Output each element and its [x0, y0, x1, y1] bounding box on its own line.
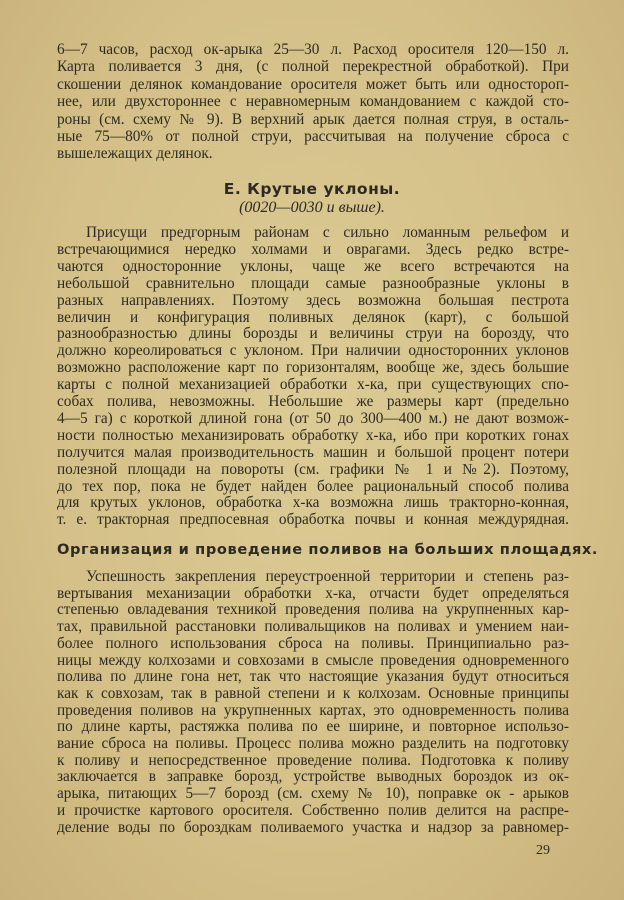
text-line: Присущи предгорным районам с сильно ломанным рельефом и [86, 224, 569, 241]
text-line: вышележащих делянок. [57, 145, 213, 163]
text-line: собах полива, невозможны. Небольшие же размеры карт (предельно [57, 393, 569, 410]
text-line: полива по длине гона нет, так что настоящие указания будут относиться [57, 668, 569, 686]
text-line: степенью овладевания техникой проведения полива на укрупненных кар- [57, 601, 569, 619]
text-line: полезной площади на повороты (см. графики № 1 и №2). Поэтому, [57, 460, 569, 478]
text-line: более полного использования сброса на поливы. Принципиально раз- [57, 634, 569, 652]
text-line: скошении делянок командование оросителя может быть или одностороп- [57, 75, 569, 93]
text-line: по длине карты, растяжка полива по ее ширине, и повторное использо- [57, 718, 569, 736]
text-line: небольшой сравнительно площади самые разнообразные уклоны в [57, 274, 569, 292]
section-e-title: Е. Крутые уклоны. [223, 180, 401, 198]
text-line: до тех пор, пока не будет найден более рациональный способ полива [57, 477, 569, 495]
text-line: Успешность закрепления переустроенной территории и степень раз- [86, 568, 569, 585]
text-line: роны (см. схему № 9). В верхний арык дается полная струя, в осталь- [57, 110, 569, 128]
text-line: к поливу и непосредственное проведение полива. Подготовка к поливу [57, 751, 569, 769]
section-e-subtitle: (0020—0030 и выше). [239, 199, 385, 216]
page-number: 29 [536, 843, 550, 858]
section-organization-title: Организация и проведение поливов на больших площадях. [57, 541, 599, 558]
text-line: 4—5 га) с короткой длиной гона (от 50 до 300—400 м.) не дают возмож- [57, 409, 569, 427]
text-line: получится малая производительность машин и большой процент потери [57, 443, 569, 461]
text-line: чаются односторонние уклоны, чаще же всего встречаются на [57, 257, 569, 275]
text-line: разнообразностью длины борозды и величины струи на борозду, что [57, 325, 569, 343]
text-line: ности полностью механизировать обработку х-ка, ибо при коротких гонах [57, 426, 569, 444]
text-line: деление воды по бороздкам поливаемого участка и надзор за равномер- [57, 818, 569, 836]
text-line: нее, или двухстороннее с неравномерным командованием с каждой сто- [57, 93, 569, 111]
text-line: т. е. тракторная предпосевная обработка почвы и конная междурядная. [57, 511, 569, 529]
text-line: как к совхозам, так в равной степени и к колхозам. Основные принципы [57, 684, 569, 702]
text-line: заключается в заправке борозд, устройстве выводных бороздок из ок- [57, 768, 569, 786]
text-line: Карта поливается 3 дня, (с полной перекрестной обработкой). При [57, 58, 569, 76]
text-line: встречающимися нередко холмами и оврагами. Здесь редко встре- [57, 240, 569, 258]
text-line: вание сброса на поливы. Процесс полива можно разделить на подготовку [57, 735, 569, 752]
text-line: возможно расположение карт по горизонталям, вообще же, здесь большие [57, 359, 569, 377]
text-line: ницы между колхозами и совхозами в смысле проведения одновременного [57, 651, 569, 669]
text-line: проведения поливов на укрупненных картах, это одновременность полива [57, 701, 569, 719]
text-line: арыка, питающих 5—7 борозд (см. схему № 10), поправке ок - арыков [57, 785, 569, 803]
text-line: вертывания механизации обработки х-ка, отчасти будет определяться [57, 584, 569, 602]
text-line: тах, правильной расстановки поливальщиков на поливах и умением наи- [57, 618, 569, 636]
text-line: 6—7 часов, расход ок-арыка 25—30 л. Расход оросителя 120—150 л. [57, 41, 569, 58]
text-line: должно кореолироваться с уклоном. При наличии односторонних уклонов [57, 342, 569, 360]
text-line: разных направлениях. Поэтому здесь возможна большая пестрота [57, 291, 569, 309]
text-line: величин и конфигурация поливных делянок (карт), с большой [57, 308, 569, 326]
text-line: и прочистке картового оросителя. Собственно полив делится на распре- [57, 801, 569, 819]
text-line: для крутых уклонов, обработка х-ка возможна лишь тракторно-конная, [57, 494, 569, 512]
text-line: ные 75—80% от полной струи, рассчитывая на получение сброса с [57, 128, 569, 145]
text-line: карты с полной механизацией обработки х-ка, при существующих спо- [57, 376, 569, 394]
